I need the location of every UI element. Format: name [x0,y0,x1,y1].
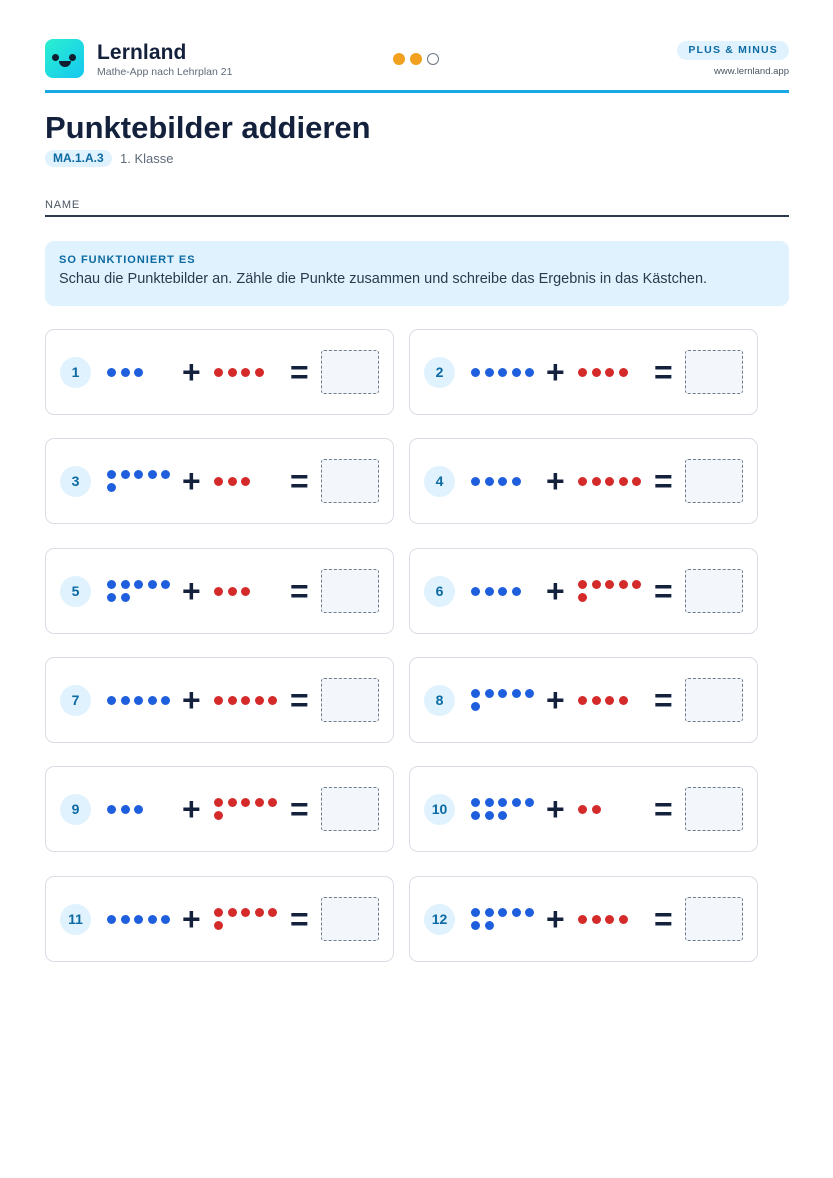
red-dot-icon [578,696,587,705]
equals-sign: = [290,791,309,827]
blue-dot-icon [485,477,494,486]
red-dot-icon [605,368,614,377]
task-number: 9 [60,794,91,825]
red-dot-icon [578,915,587,924]
header [45,39,789,93]
blue-dot-icon [121,368,130,377]
topic-badge: PLUS & MINUS [677,41,789,60]
red-dot-icon [592,805,601,814]
red-dot-icon [228,477,237,486]
blue-dot-icon [498,689,507,698]
blue-dot-icon [121,805,130,814]
blue-dot-icon [134,915,143,924]
blue-dot-icon [485,811,494,820]
task-card [45,766,394,852]
blue-dot-icon [512,368,521,377]
red-dot-icon [578,580,587,589]
red-dot-icon [214,696,223,705]
answer-box[interactable] [685,787,743,831]
task-card [409,657,758,743]
task-number: 4 [424,466,455,497]
blue-dot-icon [161,915,170,924]
blue-dot-icon [107,483,116,492]
blue-dot-icon [498,587,507,596]
instructions-box [45,241,789,306]
red-dot-icon [578,593,587,602]
blue-dot-icon [485,798,494,807]
blue-dot-icon [512,798,521,807]
red-dot-icon [255,368,264,377]
equals-sign: = [654,573,673,609]
blue-dot-icon [121,915,130,924]
dot-group-second [214,696,280,705]
task-number: 6 [424,576,455,607]
task-card [409,329,758,415]
blue-dot-icon [525,368,534,377]
red-dot-icon [214,477,223,486]
logo-eye-left [52,54,59,61]
blue-dot-icon [471,689,480,698]
plus-sign: + [182,573,201,609]
dot-group-first [471,368,537,377]
blue-dot-icon [107,696,116,705]
dot-group-second [578,580,644,602]
blue-dot-icon [471,587,480,596]
red-dot-icon [214,908,223,917]
dot-group-first [471,908,537,930]
blue-dot-icon [471,477,480,486]
red-dot-icon [214,587,223,596]
plus-sign: + [182,354,201,390]
blue-dot-icon [121,580,130,589]
plus-sign: + [546,682,565,718]
blue-dot-icon [512,587,521,596]
red-dot-icon [255,908,264,917]
blue-dot-icon [512,689,521,698]
name-field-label: NAME [45,199,80,211]
answer-box[interactable] [321,787,379,831]
task-card [45,329,394,415]
dot-group-second [214,368,280,377]
answer-box[interactable] [321,350,379,394]
red-dot-icon [241,696,250,705]
task-number: 5 [60,576,91,607]
task-card [409,876,758,962]
blue-dot-icon [498,477,507,486]
dot-group-second [578,696,644,705]
blue-dot-icon [107,915,116,924]
dot-group-second [214,477,280,486]
red-dot-icon [605,696,614,705]
answer-box[interactable] [685,459,743,503]
blue-dot-icon [161,580,170,589]
blue-dot-icon [525,798,534,807]
blue-dot-icon [485,921,494,930]
red-dot-icon [268,696,277,705]
red-dot-icon [578,477,587,486]
red-dot-icon [228,798,237,807]
page-title: Punktebilder addieren [45,110,371,145]
task-card [409,766,758,852]
brand-subtitle: Mathe-App nach Lehrplan 21 [97,66,233,78]
red-dot-icon [592,580,601,589]
header-divider [45,90,789,93]
equals-sign: = [654,682,673,718]
blue-dot-icon [161,470,170,479]
blue-dot-icon [148,470,157,479]
red-dot-icon [214,368,223,377]
blue-dot-icon [107,580,116,589]
logo-mouth [59,61,71,67]
red-dot-icon [241,908,250,917]
logo-eye-right [69,54,76,61]
blue-dot-icon [107,470,116,479]
blue-dot-icon [134,470,143,479]
blue-dot-icon [485,689,494,698]
blue-dot-icon [121,696,130,705]
plus-sign: + [546,354,565,390]
dot-group-first [107,696,173,705]
red-dot-icon [632,580,641,589]
plus-sign: + [546,791,565,827]
instructions-heading: SO FUNKTIONIERT ES [59,254,196,266]
dot-group-second [578,915,644,924]
red-dot-icon [214,798,223,807]
dot-group-first [471,477,537,486]
dot-group-first [471,689,537,711]
blue-dot-icon [134,696,143,705]
blue-dot-icon [512,908,521,917]
dot-group-first [107,470,173,492]
task-number: 7 [60,685,91,716]
answer-box[interactable] [685,678,743,722]
blue-dot-icon [525,908,534,917]
task-number: 8 [424,685,455,716]
equals-sign: = [290,573,309,609]
task-number: 10 [424,794,455,825]
equals-sign: = [290,682,309,718]
blue-dot-icon [134,580,143,589]
task-number: 11 [60,904,91,935]
answer-box[interactable] [321,897,379,941]
red-dot-icon [228,368,237,377]
task-card [45,876,394,962]
blue-dot-icon [485,587,494,596]
blue-dot-icon [471,702,480,711]
red-dot-icon [214,921,223,930]
blue-dot-icon [134,805,143,814]
red-dot-icon [619,915,628,924]
website-url: www.lernland.app [714,66,789,77]
blue-dot-icon [121,470,130,479]
plus-sign: + [546,463,565,499]
dot-group-first [107,580,173,602]
blue-dot-icon [107,805,116,814]
difficulty-level-indicator [393,53,439,65]
red-dot-icon [592,368,601,377]
dot-group-second [578,368,644,377]
red-dot-icon [605,580,614,589]
blue-dot-icon [512,477,521,486]
red-dot-icon [255,696,264,705]
red-dot-icon [619,368,628,377]
equals-sign: = [290,354,309,390]
blue-dot-icon [161,696,170,705]
blue-dot-icon [148,696,157,705]
blue-dot-icon [134,368,143,377]
blue-dot-icon [107,593,116,602]
answer-box[interactable] [321,569,379,613]
blue-dot-icon [107,368,116,377]
red-dot-icon [228,587,237,596]
red-dot-icon [592,915,601,924]
name-field-line[interactable] [45,215,789,217]
plus-sign: + [546,573,565,609]
task-number: 2 [424,357,455,388]
blue-dot-icon [121,593,130,602]
red-dot-icon [619,580,628,589]
curriculum-code-badge: MA.1.A.3 [45,150,112,167]
dot-group-first [471,587,537,596]
red-dot-icon [619,477,628,486]
dot-group-second [578,477,644,486]
red-dot-icon [592,696,601,705]
red-dot-icon [578,805,587,814]
equals-sign: = [654,901,673,937]
red-dot-icon [268,908,277,917]
brand-name: Lernland [97,41,187,64]
dot-group-second [214,908,280,930]
blue-dot-icon [471,368,480,377]
task-number: 12 [424,904,455,935]
dot-group-first [107,805,173,814]
red-dot-icon [228,696,237,705]
red-dot-icon [632,477,641,486]
blue-dot-icon [485,368,494,377]
blue-dot-icon [471,921,480,930]
equals-sign: = [290,463,309,499]
grade-label: 1. Klasse [120,151,174,166]
plus-sign: + [182,463,201,499]
plus-sign: + [182,901,201,937]
answer-box[interactable] [685,569,743,613]
blue-dot-icon [471,908,480,917]
red-dot-icon [619,696,628,705]
instructions-text: Schau die Punktebilder an. Zähle die Punkte zusammen und schreibe das Ergebnis in das Kästchen. [59,271,708,287]
blue-dot-icon [498,908,507,917]
blue-dot-icon [485,908,494,917]
equals-sign: = [290,901,309,937]
lernland-logo-icon [45,39,84,78]
blue-dot-icon [471,798,480,807]
equals-sign: = [654,463,673,499]
red-dot-icon [214,811,223,820]
red-dot-icon [241,798,250,807]
dot-group-second [214,587,280,596]
red-dot-icon [605,477,614,486]
dot-group-first [471,798,537,820]
red-dot-icon [578,368,587,377]
red-dot-icon [241,477,250,486]
level-dot-empty-icon [427,53,439,65]
task-number: 1 [60,357,91,388]
red-dot-icon [255,798,264,807]
level-dot-filled-icon [410,53,422,65]
blue-dot-icon [525,689,534,698]
dot-group-first [107,915,173,924]
blue-dot-icon [498,811,507,820]
plus-sign: + [546,901,565,937]
blue-dot-icon [471,811,480,820]
answer-box[interactable] [685,897,743,941]
dot-group-first [107,368,173,377]
plus-sign: + [182,791,201,827]
red-dot-icon [605,915,614,924]
blue-dot-icon [498,798,507,807]
blue-dot-icon [498,368,507,377]
answer-box[interactable] [321,459,379,503]
task-card [409,438,758,524]
task-card [45,548,394,634]
blue-dot-icon [148,915,157,924]
answer-box[interactable] [685,350,743,394]
equals-sign: = [654,791,673,827]
red-dot-icon [241,368,250,377]
task-card [409,548,758,634]
level-dot-filled-icon [393,53,405,65]
red-dot-icon [592,477,601,486]
red-dot-icon [228,908,237,917]
blue-dot-icon [148,580,157,589]
task-card [45,657,394,743]
answer-box[interactable] [321,678,379,722]
dot-group-second [578,805,644,814]
task-number: 3 [60,466,91,497]
dot-group-second [214,798,280,820]
plus-sign: + [182,682,201,718]
red-dot-icon [268,798,277,807]
task-card [45,438,394,524]
equals-sign: = [654,354,673,390]
red-dot-icon [241,587,250,596]
